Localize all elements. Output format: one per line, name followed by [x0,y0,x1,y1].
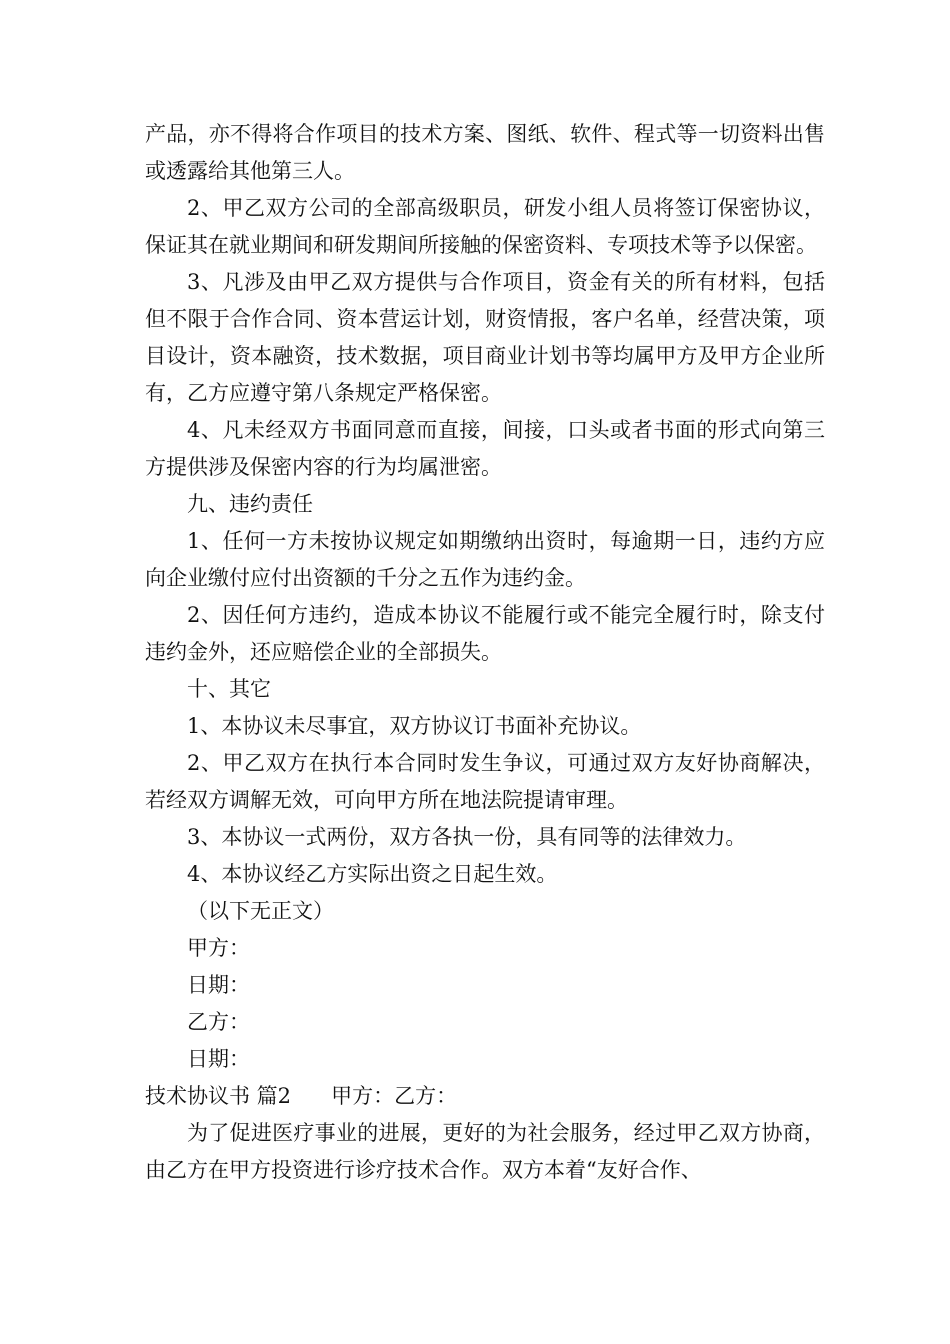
no-further-text-note: （以下无正文） [187,899,334,923]
paragraph-clause-8-2: 2、甲乙双方公司的全部高级职员，研发小组人员将签订保密协议，保证其在就业期间和研发期间所接触的保密资料、专项技术等予以保密。 [145,196,825,257]
signature-date-b: 日期： [187,1047,250,1071]
section-heading-part-2: 技术协议书 篇2 甲方：乙方： [145,1084,458,1108]
signature-party-b: 乙方： [187,1010,250,1034]
paragraph-clause-10-2: 2、甲乙双方在执行本合同时发生争议，可通过双方友好协商解决，若经双方调解无效，可向甲方所在地法院提请审理。 [145,751,825,812]
paragraph-clause-8-4: 4、凡未经双方书面同意而直接，间接，口头或者书面的形式向第三方提供涉及保密内容的行为均属泄密。 [145,418,825,479]
paragraph-clause-10-3: 3、本协议一式两份，双方各执一份，具有同等的法律效力。 [187,825,747,849]
paragraph-clause-8-3: 3、凡涉及由甲乙双方提供与合作项目，资金有关的所有材料，包括但不限于合作合同、资本营运计划，财资情报，客户名单，经营决策，项目设计，资本融资，技术数据，项目商业计划书等均属甲方及甲方企业所有，乙方应遵守第八条规定严格保密。 [145,270,825,405]
document-body [145,116,825,1189]
heading-breach-liability: 九、违约责任 [187,492,313,516]
paragraph-clause-9-2: 2、因任何方违约，造成本协议不能履行或不能完全履行时，除支付违约金外，还应赔偿企业的全部损失。 [145,603,825,664]
paragraph-confidential-intro: 产品，亦不得将合作项目的技术方案、图纸、软件、程式等一切资料出售或透露给其他第三人。 [145,122,825,183]
paragraph-part-2-intro: 为了促进医疗事业的进展，更好的为社会服务，经过甲乙双方协商，由乙方在甲方投资进行诊疗技术合作。双方本着“友好合作、 [145,1121,825,1182]
heading-other-terms: 十、其它 [187,677,271,701]
paragraph-clause-10-1: 1、本协议未尽事宜，双方协议订书面补充协议。 [187,714,642,738]
paragraph-clause-9-1: 1、任何一方未按协议规定如期缴纳出资时，每逾期一日，违约方应向企业缴付应付出资额的千分之五作为违约金。 [145,529,825,590]
paragraph-clause-10-4: 4、本协议经乙方实际出资之日起生效。 [187,862,558,886]
signature-party-a: 甲方： [187,936,250,960]
signature-date-a: 日期： [187,973,250,997]
